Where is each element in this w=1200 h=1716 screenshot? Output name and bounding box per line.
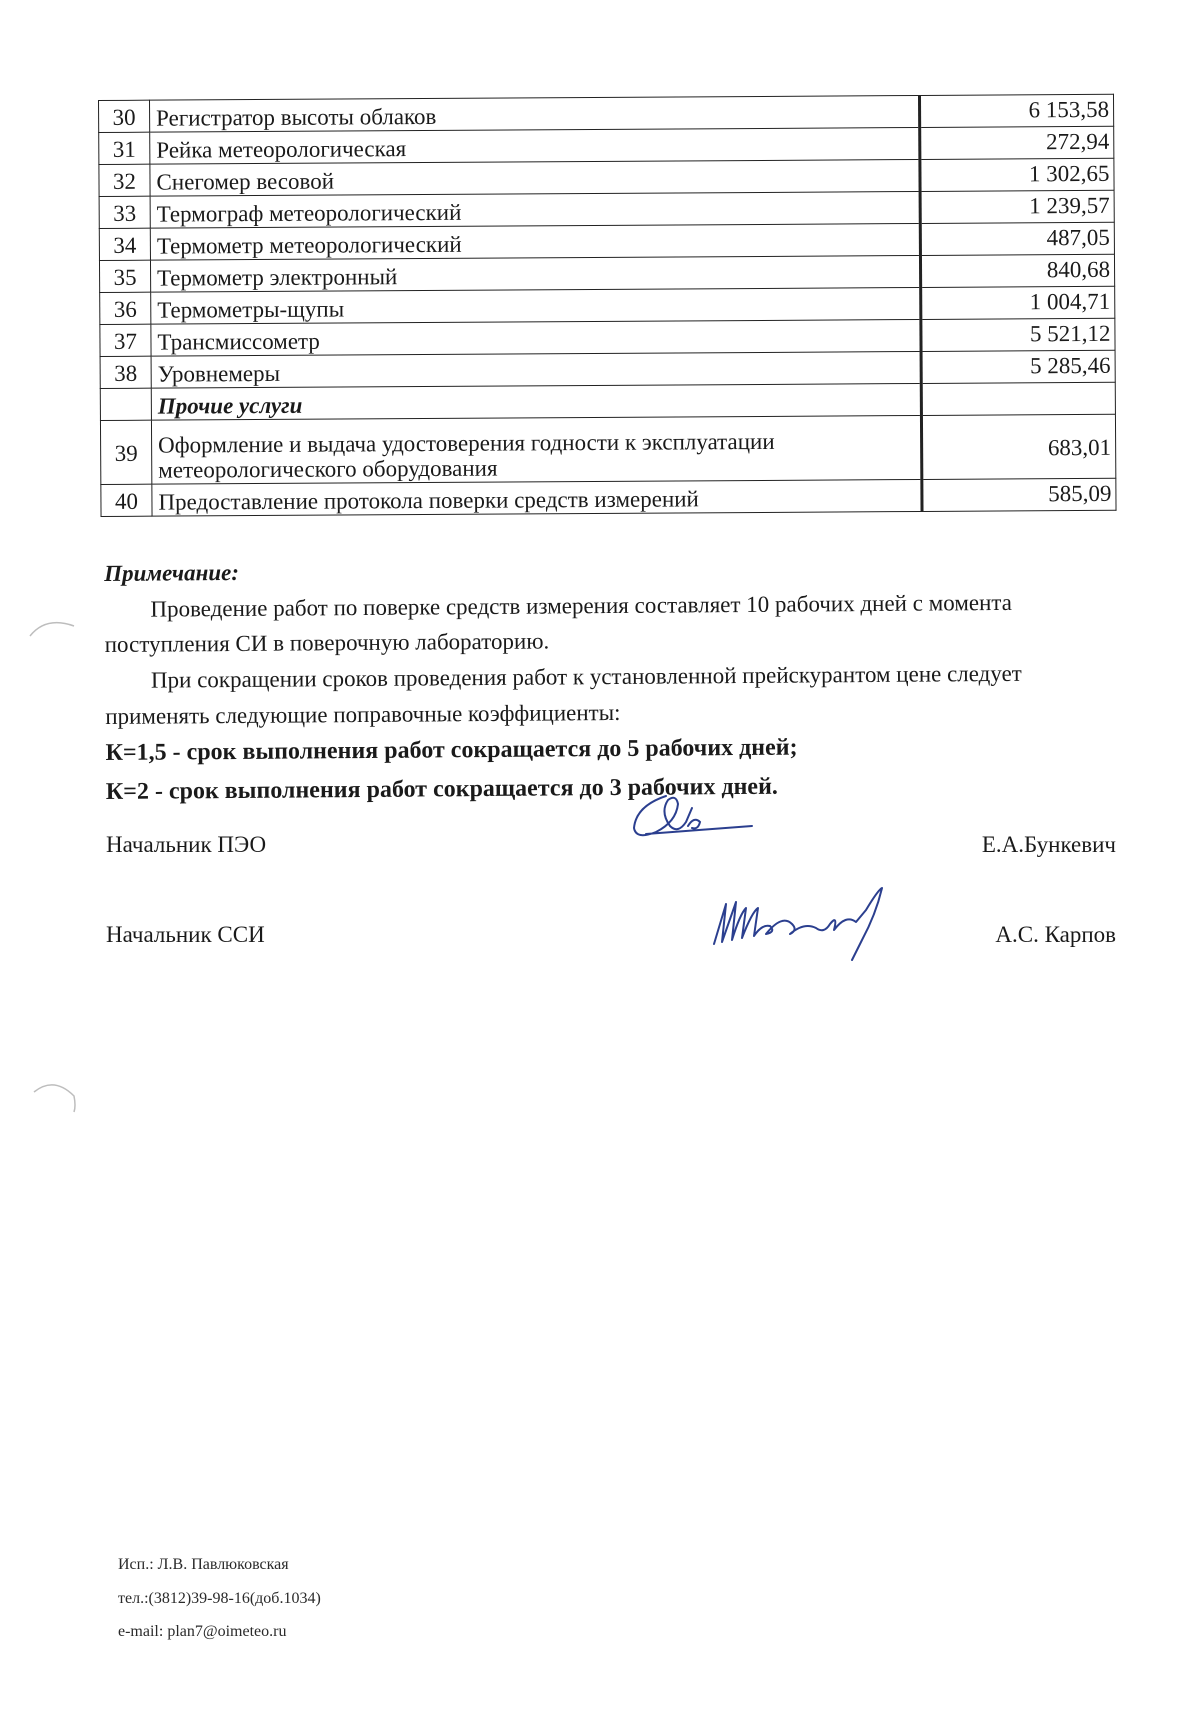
- row-service-name-line1: Оформление и выдача удостоверения годности к эксплуатации: [158, 428, 775, 458]
- row-price: 1 239,57: [920, 190, 1114, 223]
- price-table: [98, 94, 1117, 517]
- punch-hole-mark-lower: [32, 1076, 82, 1116]
- note-paragraph-2: При сокращении сроков проведения работ к установленной прейскурантом цене следует применять следующие поправочные коэффициенты:: [105, 660, 1022, 729]
- note-title: Примечание:: [104, 559, 240, 586]
- row-price: 487,05: [920, 222, 1114, 255]
- row-number: 33: [99, 196, 150, 228]
- row-number: 30: [99, 100, 150, 132]
- row-price: 683,01: [921, 414, 1115, 479]
- table-row: [101, 478, 1116, 516]
- row-number: 39: [100, 420, 151, 484]
- row-service-name: Предоставление протокола поверки средств измерений: [152, 479, 922, 516]
- row-price: 5 521,12: [921, 318, 1115, 351]
- handwritten-signature-2: [706, 884, 906, 964]
- row-service-name: Рейка метеорологическая: [150, 127, 920, 164]
- executor-email: e-mail: plan7@oimeteo.ru: [118, 1623, 287, 1641]
- executor-phone: тел.:(3812)39-98-16(доб.1034): [118, 1589, 321, 1607]
- row-service-name: [151, 415, 921, 484]
- table-row: [100, 414, 1115, 484]
- row-number: 38: [100, 356, 151, 388]
- row-price: 272,94: [920, 126, 1114, 159]
- row-price: 1 004,71: [921, 286, 1115, 319]
- signatory-name: Е.А.Бункевич: [981, 832, 1116, 857]
- row-service-name: Термометры-щупы: [151, 287, 921, 324]
- executor-footer: [118, 1548, 321, 1649]
- row-number: 35: [99, 260, 150, 292]
- row-number: 31: [99, 132, 150, 164]
- row-price: 585,09: [922, 478, 1116, 511]
- row-price: 5 285,46: [921, 350, 1115, 383]
- section-num-cell: [100, 388, 151, 420]
- row-price: 1 302,65: [920, 158, 1114, 191]
- coefficient-line-2: К=2 - срок выполнения работ сокращается до 3 рабочих дней.: [105, 773, 778, 805]
- signatory-role: Начальник ПЭО: [106, 832, 267, 857]
- row-service-name-line2: метеорологического оборудования: [158, 455, 498, 483]
- note-block: [104, 548, 1126, 811]
- row-service-name: Регистратор высоты облаков: [150, 95, 920, 132]
- signatory-role: Начальник ССИ: [106, 922, 265, 947]
- row-number: 32: [99, 164, 150, 196]
- row-number: 37: [100, 324, 151, 356]
- note-paragraph-1: Проведение работ по поверке средств измерения составляет 10 рабочих дней с момента поступления СИ в поверочную лабораторию.: [104, 589, 1012, 658]
- row-price: 6 153,58: [919, 94, 1113, 127]
- row-number: 34: [99, 228, 150, 260]
- executor-name: Исп.: Л.В. Павлюковская: [118, 1556, 289, 1573]
- handwritten-signature-1: [626, 786, 756, 846]
- row-service-name: Термометр электронный: [150, 255, 920, 292]
- section-price-cell: [921, 382, 1115, 415]
- row-service-name: Термометр метеорологический: [150, 223, 920, 260]
- row-service-name: Трансмиссометр: [151, 319, 921, 356]
- row-price: 840,68: [920, 254, 1114, 287]
- row-number: 36: [100, 292, 151, 324]
- punch-hole-mark-upper: [28, 612, 78, 642]
- row-service-name: Снегомер весовой: [150, 159, 920, 196]
- section-title: Прочие услуги: [151, 383, 921, 420]
- row-number: 40: [101, 484, 152, 516]
- row-service-name: Уровнемеры: [151, 351, 921, 388]
- signatory-name: А.С. Карпов: [995, 922, 1116, 947]
- row-service-name: Термограф метеорологический: [150, 191, 920, 228]
- coefficient-line-1: К=1,5 - срок выполнения работ сокращается до 5 рабочих дней;: [105, 734, 798, 767]
